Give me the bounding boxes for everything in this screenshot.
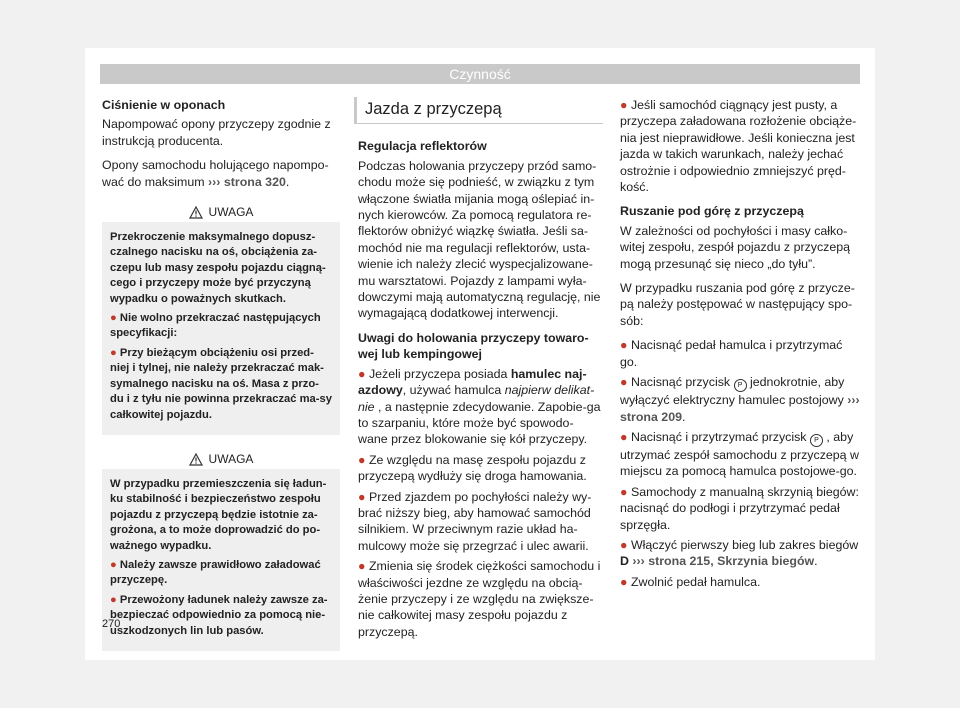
page-header: Czynność: [100, 64, 860, 84]
warning-box-cargo: [102, 449, 340, 651]
bullet-item: ● Jeśli samochód ciągnący jest pusty, a przyczepa załadowana rozłożenie obciąże-nia jest nieprawidłowe. Jeśli konieczna jest jazda w takich warunkach, należy jechać ostrożnie i odpowiednio zmniejszyć pręd-kość.: [620, 98, 857, 195]
warning-triangle-icon: [189, 205, 203, 225]
warning-bullet: ● Nie wolno przekraczać następujących specyfikacji:: [110, 312, 321, 340]
step-item: ● Nacisnąć i przytrzymać przycisk P , aby utrzymać zespół samochodu z przyczepą w miejscu za pomocą hamulca postojowe-go.: [620, 429, 859, 479]
step-item: ● Nacisnąć pedał hamulca i przytrzymać go.: [620, 338, 843, 369]
warning-box-load: [102, 202, 340, 435]
bullet-item: ● Zmienia się środek ciężkości samochodu i właściwości jezdne ze względu na obcią-żenie przyczepy i ze względu na zwiększe-nie całkowitej masy zespołu pojazdu z przyczepą.: [358, 559, 601, 639]
warning-text: Przekroczenie maksymalnego dopusz-czalnego nacisku na oś, obciążenia za-czepu lub masy zespołu pojazdu ciągną-cego i przyczepy może być przyczyną wypadku o poważnych skutkach.: [110, 231, 326, 305]
step-item: ● Zwolnić pedał hamulca.: [620, 574, 761, 589]
warning-title: UWAGA: [100, 202, 342, 222]
tire-heading: Ciśnienie w oponach: [102, 98, 226, 112]
bullet-item: ● Jeżeli przyczepa posiada hamulec naj-azdowy, używać hamulca najpierw delikat-nie , a następnie zdecydowanie. Zapobie-ga to szarpaniu, które może być spowodo-wane przez blokowanie się kół przyczepy.: [358, 366, 601, 447]
warning-bullet: ● Przewożony ładunek należy zawsze za-bezpieczać odpowiednio za pomocą nie-uszkodzonych lin lub pasów.: [110, 593, 328, 637]
page-number: 270: [102, 618, 121, 630]
page-link-320[interactable]: ››› strona 320: [208, 174, 286, 189]
auto-hold-icon: P: [810, 434, 823, 447]
page-link-215[interactable]: ››› strona 215, Skrzynia biegów: [628, 554, 815, 569]
hill-start-heading: Ruszanie pod górę z przyczepą: [620, 204, 804, 219]
parking-brake-icon: P: [734, 379, 747, 392]
hill-start-paragraph-1: W zależności od pochyłości i masy całko-witej zespołu, zespół pojazdu z przyczepą mogą przesunąć się nieco „do tyłu”.: [620, 223, 851, 271]
headlight-heading: Regulacja reflektorów: [358, 139, 487, 154]
step-item: ● Samochody z manualną skrzynią biegów: nacisnąć do podłogi i przytrzymać pedał sprzęgła.: [620, 484, 859, 532]
warning-bullet: ● Przy bieżącym obciążeniu osi przed-niej i tylnej, nie należy przekraczać mak-symalnego nacisku na oś. Masa z przo-du i z tyłu nie powinna przekraczać ma-sy całkowitej pojazdu.: [110, 346, 332, 421]
step-item: ● Włączyć pierwszy bieg lub zakres biegów D ››› strona 215, Skrzynia biegów.: [620, 537, 859, 569]
warning-text: W przypadku przemieszczenia się ładun-ku stabilność i bezpieczeństwo zespołu pojazdu z przyczepą będzie istotnie za-grożona, a to może doprowadzić do po-ważnego wypadku.: [110, 477, 327, 552]
column-left: [102, 97, 340, 665]
warning-title: UWAGA: [100, 449, 342, 469]
tire-paragraph-1: Napompować opony przyczepy zgodnie z instrukcją producenta.: [102, 117, 331, 148]
bullet-item: ● Ze względu na masę zespołu pojazdu z przyczepą wydłuży się droga hamowania.: [358, 452, 587, 484]
headlight-paragraph: Podczas holowania przyczepy przód samo-chodu może się podnieść, w związku z tym włączone światła mijania mogą oślepiać in-nych kierowców. Za pomocą regulatora re-flektorów obniżyć wiązkę światła. Jeśli sa-mochód nie ma regulacji reflektorów, usta-wienie ich należy zlecić wyspecjalizowane-mu warsztatowi. Pojazdy z lampami wyła-dowczymi mają automatyczną regulację, nie wymagającą dodatkowej interwencji.: [358, 158, 601, 321]
bullet-item: ● Przed zjazdem po pochyłości należy wy-brać niższy bieg, aby hamować samochód silnikiem. W przeciwnym razie układ ha-mulcowy może się przegrzać i ulec awarii.: [358, 489, 592, 553]
towing-notes-heading: Uwagi do holowania przyczepy towaro-wej lub kempingowej: [358, 330, 589, 362]
page-link-209[interactable]: ››› strona 209: [620, 393, 860, 424]
step-item: ● Nacisnąć przycisk P jednokrotnie, aby wyłączyć elektryczny hamulec postojowy ››› strona 209.: [620, 375, 860, 424]
warning-bullet: ● Należy zawsze prawidłowo załadować przyczepę.: [110, 558, 321, 587]
hill-start-paragraph-2: W przypadku ruszania pod górę z przycze-pą należy postępować w następujący spo-sób:: [620, 281, 855, 328]
warning-triangle-icon: [189, 452, 203, 472]
column-middle: [358, 97, 603, 644]
section-title: Jazda z przyczepą: [354, 97, 603, 124]
tire-paragraph-2: Opony samochodu holującego napompo-wać do maksimum ››› strona 320.: [102, 158, 329, 189]
column-right: [620, 97, 860, 594]
